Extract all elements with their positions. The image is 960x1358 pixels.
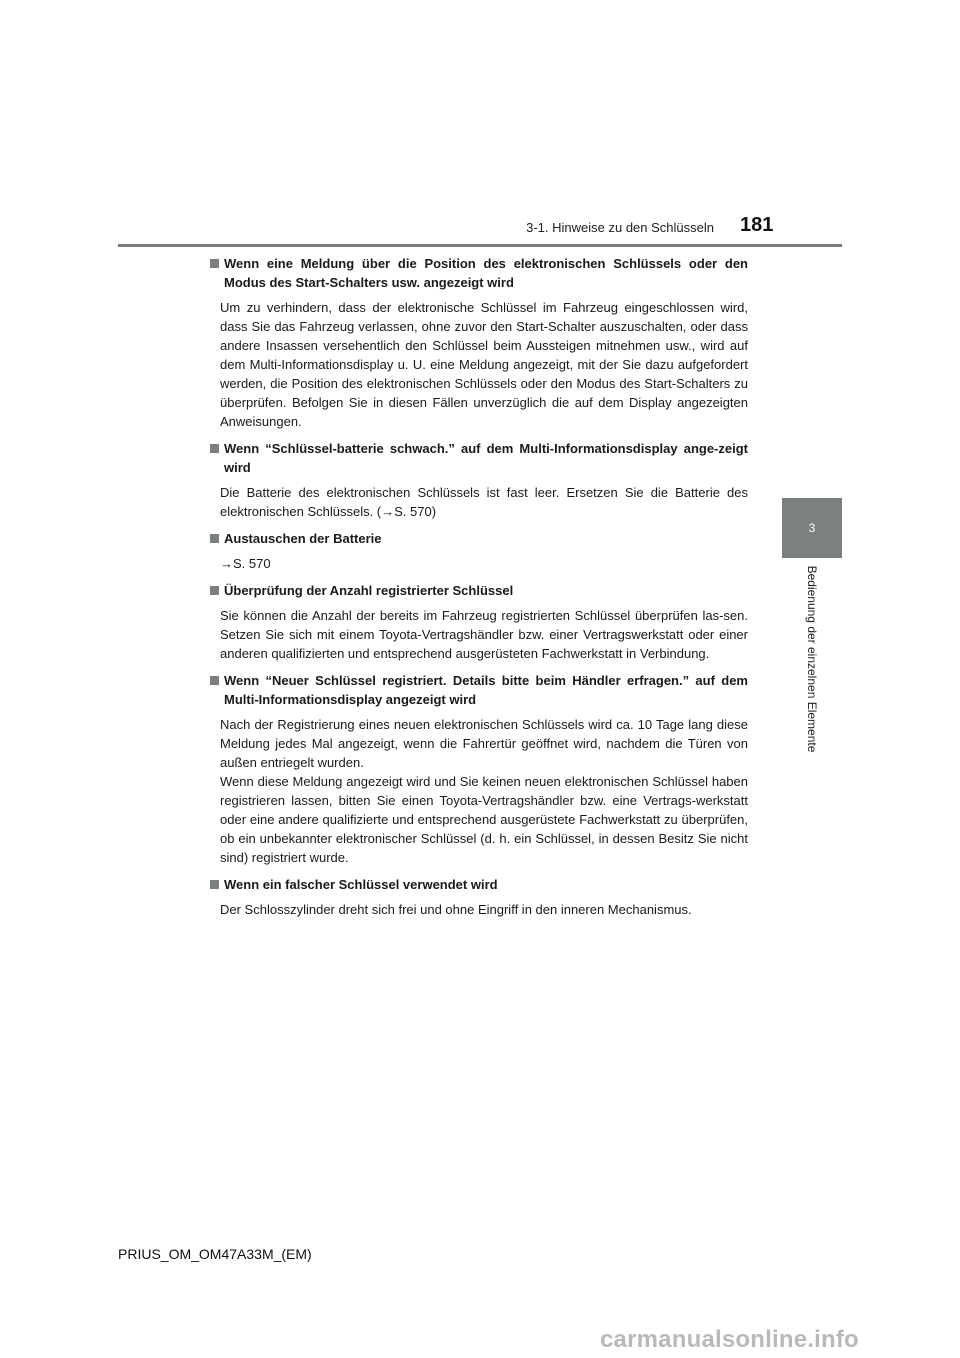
page-reference: →S. 570 — [220, 556, 271, 571]
entry-paragraph: Nach der Registrierung eines neuen elektronischen Schlüssels wird ca. 10 Tage lang diese Meldung jedes Mal angezeigt, wenn die Fahrertür geöffnet wird, nachdem die Türen von außen entriegelt wurden. — [220, 717, 748, 770]
page-header — [0, 0, 960, 250]
entry-paragraph: Wenn diese Meldung angezeigt wird und Sie keinen neuen elektronischen Schlüssel haben registrieren lassen, bitten Sie einen Toyota-Vertragshändler bzw. eine Vertrags-werkstatt oder eine andere qualifizierte und entsprechend ausgerüstete Fachwerkstatt zu überprüfen, ob ein unbekannter elektronischer Schlüssel (d. h. ein Schlüssel, in dessen Besitz Sie nicht sind) registriert wurde. — [220, 774, 748, 865]
entry-body — [210, 483, 748, 521]
entry-body — [210, 900, 748, 919]
entry-heading-text: Wenn ein falscher Schlüssel verwendet wird — [224, 877, 498, 892]
chapter-title: Bedienung der einzelnen Elemente — [805, 565, 819, 753]
section-title: 3-1. Hinweise zu den Schlüsseln — [526, 220, 714, 235]
entry-heading — [210, 671, 748, 709]
square-bullet-icon — [210, 676, 219, 685]
entry-heading-text: Wenn “Neuer Schlüssel registriert. Details bitte beim Händler erfragen.” auf dem Multi-Informationsdisplay angezeigt wird — [224, 673, 748, 707]
header-rule — [118, 244, 842, 247]
entry-heading-text: Überprüfung der Anzahl registrierter Schlüssel — [224, 583, 514, 598]
entry-paragraph: Der Schlosszylinder dreht sich frei und ohne Eingriff in den inneren Mechanismus. — [220, 902, 692, 917]
entry-new-key-registered — [210, 671, 748, 867]
square-bullet-icon — [210, 880, 219, 889]
entry-heading — [210, 875, 748, 894]
watermark-text: carmanualsonline.info — [600, 1326, 859, 1353]
entry-body — [210, 298, 748, 431]
entry-heading-text: Austauschen der Batterie — [224, 531, 382, 546]
entry-paragraph: Sie können die Anzahl der bereits im Fahrzeug registrierten Schlüssel überprüfen las-sen. Setzen Sie sich mit einem Toyota-Vertragshändler bzw. einer Vertragswerkstatt oder einer anderen qualifizierten und entsprechend ausgerüsteten Fachwerkstatt in Verbindung. — [220, 608, 748, 661]
entry-heading — [210, 254, 748, 292]
entry-body — [210, 715, 748, 867]
square-bullet-icon — [210, 259, 219, 268]
entry-heading — [210, 439, 748, 477]
entry-battery-weak — [210, 439, 748, 521]
entry-heading — [210, 529, 748, 548]
entry-heading — [210, 581, 748, 600]
square-bullet-icon — [210, 534, 219, 543]
square-bullet-icon — [210, 444, 219, 453]
entry-check-key-count — [210, 581, 748, 663]
entry-position-message — [210, 254, 748, 431]
entry-paragraph: Die Batterie des elektronischen Schlüssels ist fast leer. Ersetzen Sie die Batterie des elektronischen Schlüssels. (→S. 570) — [220, 485, 748, 519]
manual-code: PRIUS_OM_OM47A33M_(EM) — [118, 1246, 312, 1262]
content-area — [210, 254, 748, 927]
chapter-number: 3 — [808, 521, 816, 535]
square-bullet-icon — [210, 586, 219, 595]
entry-heading-text: Wenn eine Meldung über die Position des elektronischen Schlüssels oder den Modus des Start-Schalters usw. angezeigt wird — [224, 256, 748, 290]
entry-replace-battery — [210, 529, 748, 573]
page-number: 181 — [740, 214, 774, 236]
entry-body — [210, 554, 748, 573]
entry-heading-text: Wenn “Schlüssel-batterie schwach.” auf dem Multi-Informationsdisplay ange-zeigt wird — [224, 441, 748, 475]
entry-paragraph: Um zu verhindern, dass der elektronische Schlüssel im Fahrzeug eingeschlossen wird, dass Sie das Fahrzeug verlassen, ohne zuvor den Start-Schalter auszuschalten, oder dass andere Insassen versehentlich den Schlüssel beim Aussteigen mitnehmen usw., wird auf dem Multi-Informationsdisplay u. U. eine Meldung angezeigt, mit der Sie dazu aufgefordert werden, die Position des elektronischen Schlüssels oder den Modus des Start-Schalters zu überprüfen. Befolgen Sie in diesen Fällen unverzüglich die auf dem Display angezeigten Anweisungen. — [220, 300, 748, 429]
entry-wrong-key — [210, 875, 748, 919]
entry-body — [210, 606, 748, 663]
